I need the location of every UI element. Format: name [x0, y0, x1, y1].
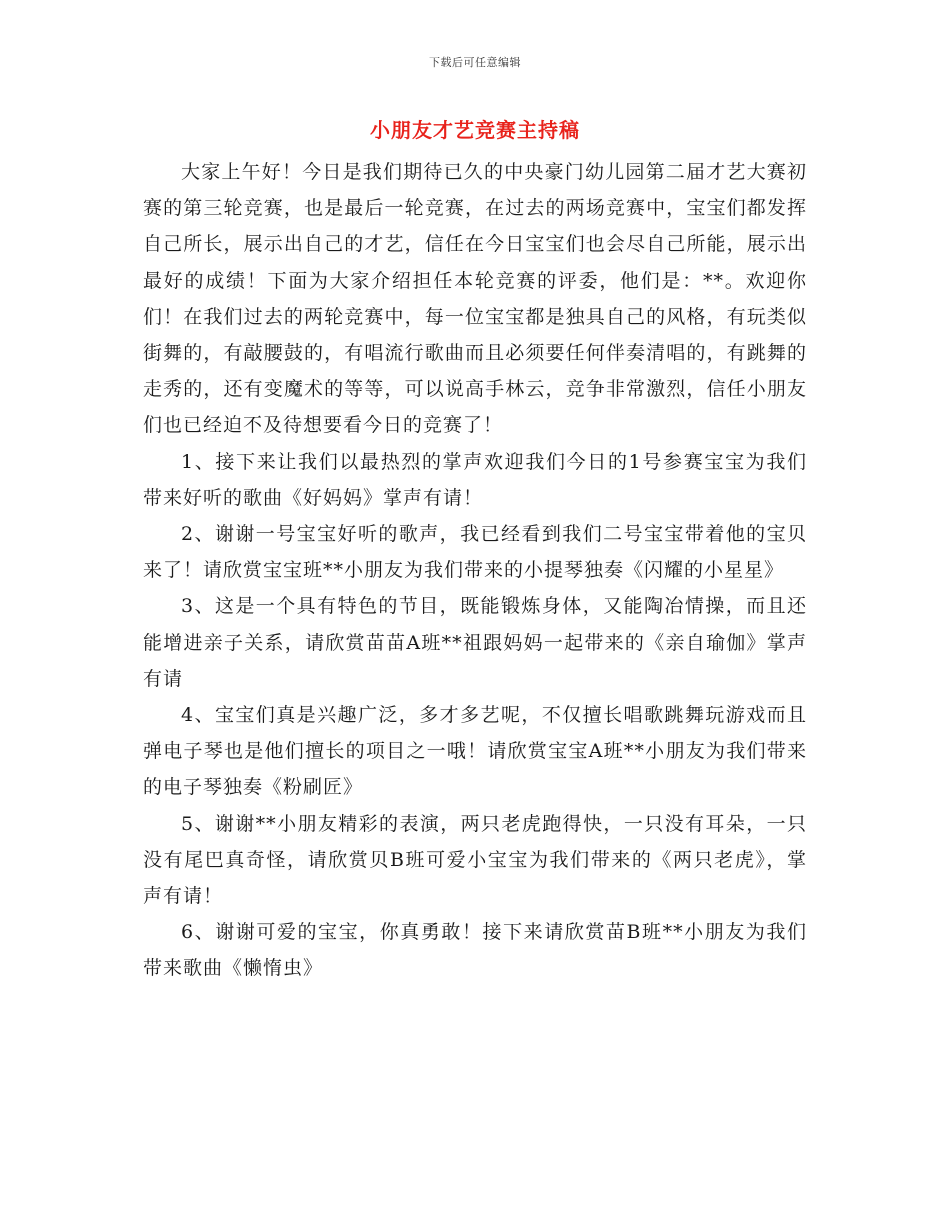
program-item-6: 6、谢谢可爱的宝宝，你真勇敢！接下来请欣赏苗B班**小朋友为我们带来歌曲《懒惰虫》: [143, 921, 807, 980]
program-item-3: 3、这是一个具有特色的节目，既能锻炼身体，又能陶冶情操，而且还能增进亲子关系，请欣赏苗苗A班**祖跟妈妈一起带来的《亲自瑜伽》掌声有请: [143, 595, 807, 690]
intro-paragraph: 大家上午好！今日是我们期待已久的中央豪门幼儿园第二届才艺大赛初赛的第三轮竞赛，也是最后一轮竞赛，在过去的两场竞赛中，宝宝们都发挥自己所长，展示出自己的才艺，信任在今日宝宝们也会尽自己所能，展示出最好的成绩！下面为大家介绍担任本轮竞赛的评委，他们是：**。欢迎你们！在我们过去的两轮竞赛中，每一位宝宝都是独具自己的风格，有玩类似街舞的，有敲腰鼓的，有唱流行歌曲而且必须要任何伴奏清唱的，有跳舞的走秀的，还有变魔术的等等，可以说高手林云，竞争非常激烈，信任小朋友们也已经迫不及待想要看今日的竞赛了！: [143, 161, 807, 437]
program-item-4: 4、宝宝们真是兴趣广泛，多才多艺呢，不仅擅长唱歌跳舞玩游戏而且弹电子琴也是他们擅长的项目之一哦！请欣赏宝宝A班**小朋友为我们带来的电子琴独奏《粉刷匠》: [143, 704, 807, 799]
page-header-note: 下载后可任意编辑: [429, 56, 521, 69]
program-item-5: 5、谢谢**小朋友精彩的表演，两只老虎跑得快，一只没有耳朵，一只没有尾巴真奇怪，请欣赏贝B班可爱小宝宝为我们带来的《两只老虎》，掌声有请！: [143, 812, 807, 908]
document-title: 小朋友才艺竞赛主持稿: [370, 118, 580, 142]
program-item-2: 2、谢谢一号宝宝好听的歌声，我已经看到我们二号宝宝带着他的宝贝来了！请欣赏宝宝班**小朋友为我们带来的小提琴独奏《闪耀的小星星》: [143, 523, 807, 582]
program-item-1: 1、接下来让我们以最热烈的掌声欢迎我们今日的1号参赛宝宝为我们带来好听的歌曲《好妈妈》掌声有请！: [143, 450, 807, 509]
document-body: [143, 154, 807, 987]
